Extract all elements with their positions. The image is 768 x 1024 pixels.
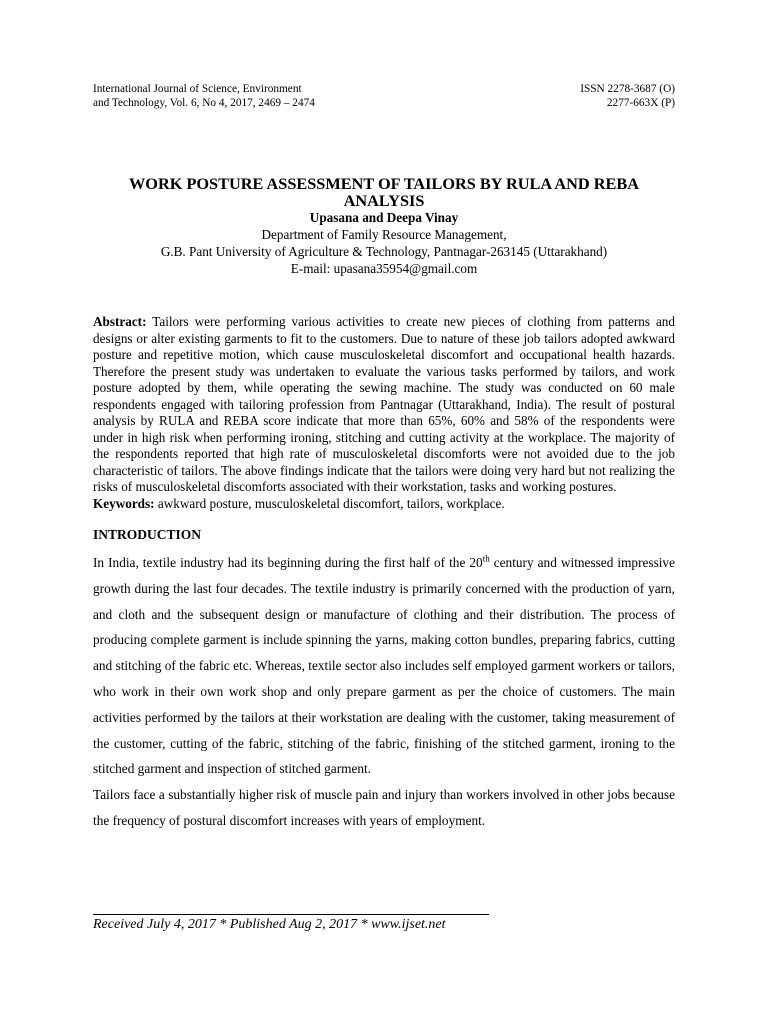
abstract: [93, 314, 675, 496]
email: E-mail: upasana35954@gmail.com: [290, 261, 478, 276]
ordinal-superscript: th: [482, 553, 490, 564]
paper-title-line2: ANALYSIS: [343, 191, 425, 210]
issn-print: 2277-663X (P): [606, 97, 675, 109]
title-block: [93, 175, 675, 277]
section-heading-introduction: INTRODUCTION: [93, 527, 202, 542]
intro-p1-start: In India, textile industry had its beginning during the first half of the 20: [93, 555, 483, 570]
keywords: [93, 496, 675, 513]
journal-header: [93, 82, 675, 110]
introduction-body: [93, 550, 675, 834]
paper-page: [93, 82, 675, 834]
publication-dates: Received July 4, 2017 * Published Aug 2, 2017 * www.ijset.net: [93, 917, 446, 932]
paper-title-line1: WORK POSTURE ASSESSMENT OF TAILORS BY RULA AND REBA: [129, 174, 639, 193]
intro-paragraph-1: [93, 550, 675, 782]
journal-citation: [93, 82, 315, 110]
journal-name: International Journal of Science, Environment: [93, 83, 302, 95]
abstract-text: Tailors were performing various activities to create new pieces of clothing from patterns and designs or alter existing garments to fit to the customers. Due to nature of these job tailors adopted awkward posture and repetitive motion, which cause musculoskeletal discomfort and occupational health hazards. Therefore the present study was undertaken to evaluate the various tasks performed by tailors, and work posture adopted by them, while operating the sewing machine. The study was conducted on 60 male respondents engaged with tailoring profession from Pantnagar (Uttarakhand, India). The result of postural analysis by RULA and REBA score indicate that more than 65%, 60% and 58% of the respondents were under in high risk when performing ironing, stitching and cutting activity at the workplace. The majority of the respondents reported that high rate of musculoskeletal discomforts were not avoided due to the job characteristic of tailors. The above findings indicate that the tailors were doing very hard but not realizing the risks of musculoskeletal discomforts associated with their workstation, tasks and working postures.: [93, 314, 675, 494]
page-footer: [93, 914, 489, 934]
abstract-label: Abstract:: [93, 314, 147, 329]
issn-online: ISSN 2278-3687 (O): [580, 83, 675, 95]
journal-volume: and Technology, Vol. 6, No 4, 2017, 2469 – 2474: [93, 97, 315, 109]
keywords-text: awkward posture, musculoskeletal discomfort, tailors, workplace.: [154, 495, 505, 511]
intro-p1-rest: century and witnessed impressive growth during the last four decades. The textile industry is primarily concerned with the production of yarn, and cloth and the subsequent design or manufacture of clothing and their distribution. The process of producing complete garment is include spinning the yarns, making cotton bundles, preparing fabrics, cutting and stitching of the fabric etc. Whereas, textile sector also includes self employed garment workers or tailors, who work in their own work shop and only prepare garment as per the choice of customers. The main activities performed by the tailors at their workstation are dealing with the customer, taking measurement of the customer, cutting of the fabric, stitching of the fabric, finishing of the stitched garment, ironing to the stitched garment and inspection of stitched garment.: [93, 555, 675, 777]
intro-paragraph-2: Tailors face a substantially higher risk of muscle pain and injury than workers involved in other jobs because the frequency of postural discomfort increases with years of employment.: [93, 787, 675, 828]
footer-divider: [93, 914, 489, 915]
department: Department of Family Resource Management,: [261, 227, 507, 242]
authors: Upasana and Deepa Vinay: [309, 210, 459, 225]
university: G.B. Pant University of Agriculture & Technology, Pantnagar-263145 (Uttarakhand): [160, 244, 608, 259]
issn-block: [580, 82, 675, 110]
keywords-label: Keywords:: [93, 495, 155, 511]
